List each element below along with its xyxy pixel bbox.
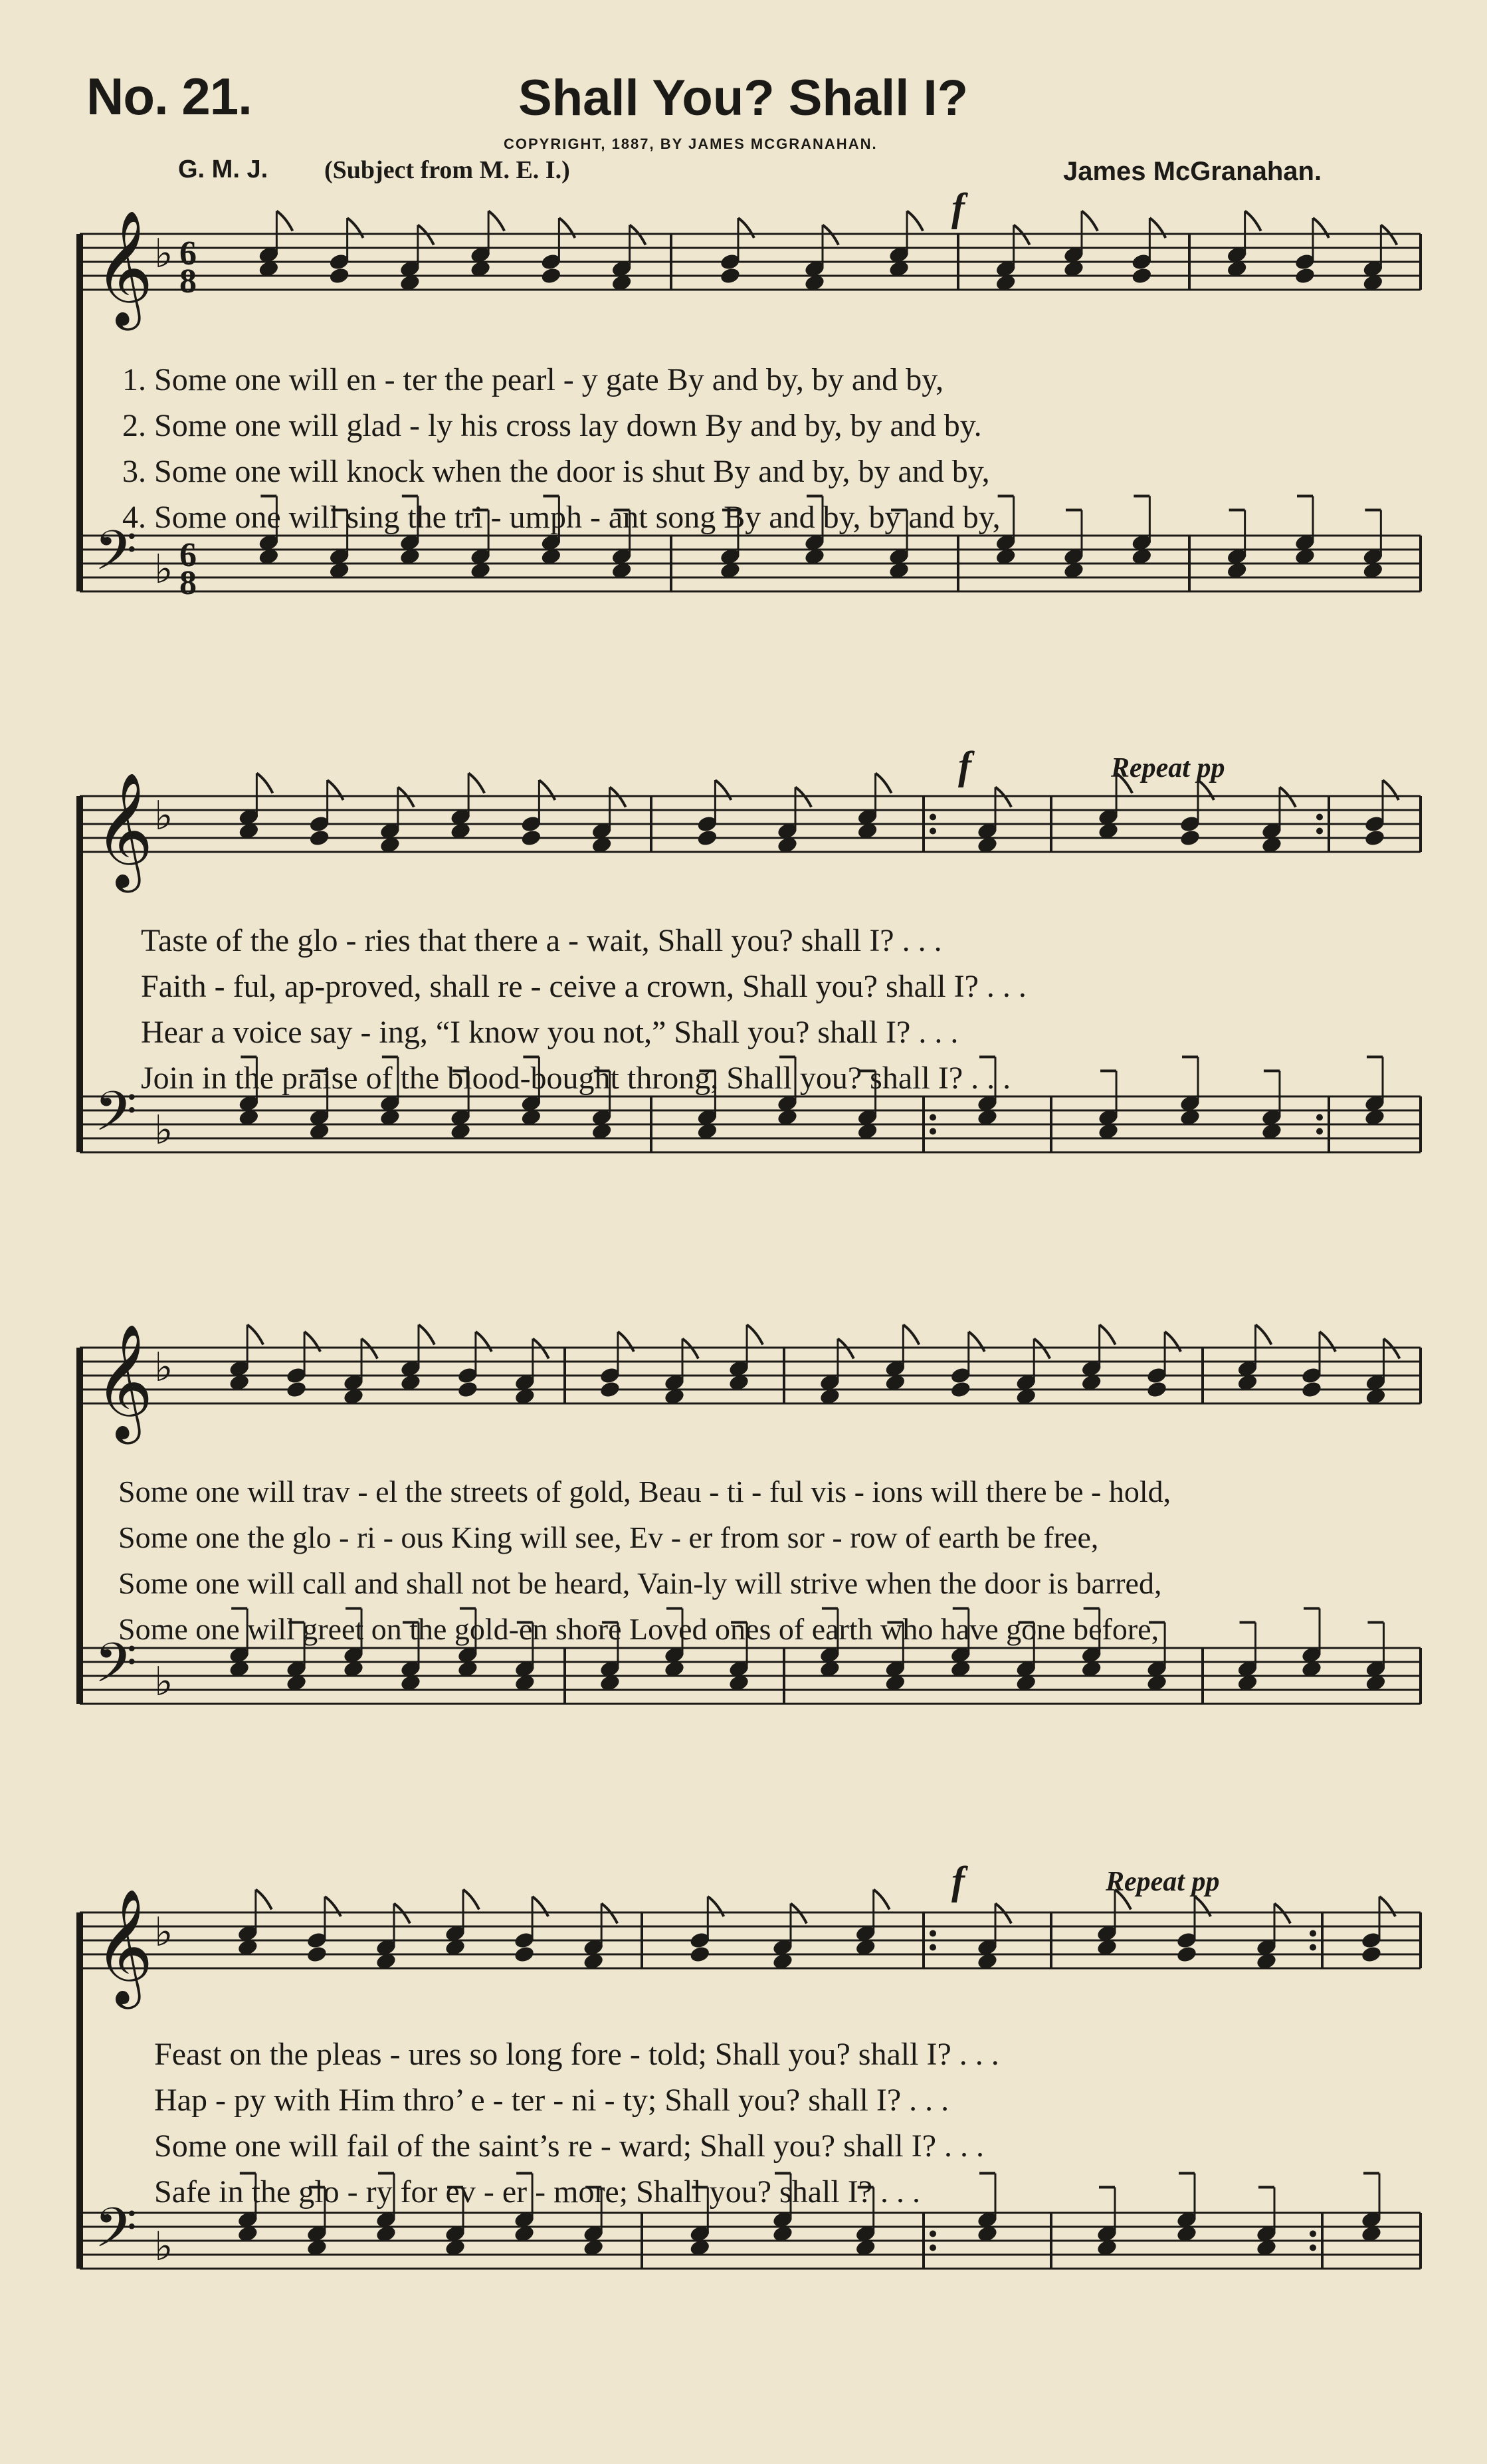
repeat-dot (930, 1930, 936, 1937)
note-flag (874, 1890, 890, 1910)
repeat-marking: Repeat pp (1111, 753, 1225, 783)
time-signature: 8 (179, 564, 197, 602)
time-signature: 6 (179, 536, 197, 574)
note-flag (488, 211, 504, 231)
note-flag (907, 211, 923, 231)
note-head (456, 1380, 478, 1399)
lyric-line: 3. Some one will knock when the door is shut By and by, by and by, (122, 454, 990, 489)
lyric-line: Hap - py with Him thro’ e - ter - ni - ty; Shall you? shall I? . . . (154, 2083, 949, 2118)
note-flag (463, 1890, 479, 1910)
note-flag (1256, 1325, 1272, 1345)
note-flag (419, 1325, 435, 1345)
repeat-dot (930, 2231, 936, 2237)
lyric-line: Some one will call and shall not be heard, Vain-ly will strive when the door is barred, (118, 1566, 1162, 1600)
note-flag (256, 1890, 272, 1910)
note-head (1175, 1945, 1197, 1964)
note-head (1294, 266, 1316, 285)
lyric-line: Taste of the glo - ries that there a - wait, Shall you? shall I? . . . (141, 923, 942, 958)
note-head (599, 1380, 621, 1399)
repeat-dot (930, 828, 936, 835)
repeat-dot (1316, 828, 1323, 835)
lyric-line: Feast on the pleas - ures so long fore - told; Shall you? shall I? . . . (154, 2037, 999, 2072)
note-head (1363, 829, 1385, 847)
note-head (1179, 829, 1201, 847)
note-flag (1245, 211, 1261, 231)
repeat-dot (1310, 1944, 1316, 1951)
note-head (306, 1945, 328, 1964)
lyric-line: 2. Some one will glad - ly his cross lay down By and by, by and by. (122, 408, 982, 443)
note-head (540, 266, 562, 285)
note-head (719, 266, 741, 285)
note-head (1360, 1945, 1382, 1964)
composer-credit: James McGranahan. (1063, 157, 1322, 186)
flat-key-signature: ♭ (154, 793, 173, 839)
repeat-dot (930, 1944, 936, 1951)
flat-key-signature: ♭ (154, 546, 173, 593)
forte-marking: f (958, 744, 971, 787)
repeat-dot (1316, 1114, 1323, 1121)
note-head (696, 829, 718, 847)
bass-clef: 𝄢 (94, 1631, 138, 1708)
note-head (308, 829, 330, 847)
time-signature: 6 (179, 235, 197, 272)
note-flag (468, 773, 484, 793)
subject-credit: (Subject from M. E. I.) (324, 156, 570, 184)
treble-clef: 𝄞 (94, 1324, 153, 1439)
bass-clef: 𝄢 (94, 2196, 138, 2273)
note-head (328, 266, 350, 285)
repeat-dot (930, 814, 936, 821)
flat-key-signature: ♭ (154, 1344, 173, 1391)
copyright-notice: COPYRIGHT, 1887, BY JAMES MCGRANAHAN. (504, 136, 878, 152)
lyric-line: Some one will trav - el the streets of gold, Beau - ti - ful vis - ions will there be - hold, (118, 1475, 1171, 1508)
note-head (949, 1380, 971, 1399)
lyric-line: Some one will fail of the saint’s re - ward; Shall you? shall I? . . . (154, 2128, 985, 2164)
lyric-line: 4. Some one will sing the tri - umph - ant song By and by, by and by, (122, 500, 1001, 535)
note-head (520, 829, 542, 847)
hymn-number: No. 21. (86, 67, 252, 126)
repeat-dot (930, 1114, 936, 1121)
forte-marking: f (951, 185, 965, 229)
lyric-line: Some one the glo - ri - ous King will see, Ev - er from sor - row of earth be free, (118, 1520, 1099, 1554)
lyric-line: 1. Some one will en - ter the pearl - y gate By and by, by and by, (122, 362, 944, 397)
bass-clef: 𝄢 (94, 518, 138, 596)
repeat-dot (1310, 2231, 1316, 2237)
note-flag (903, 1325, 919, 1345)
note-head (1131, 266, 1153, 285)
lyricist-credit: G. M. J. (178, 155, 268, 183)
flat-key-signature: ♭ (154, 231, 173, 277)
repeat-dot (1310, 2245, 1316, 2251)
repeat-dot (1316, 1128, 1323, 1135)
note-head (1300, 1380, 1322, 1399)
note-flag (276, 211, 292, 231)
note-head (689, 1945, 711, 1964)
note-flag (1100, 1325, 1116, 1345)
bass-clef: 𝄢 (94, 1079, 138, 1157)
lyric-line: Safe in the glo - ry for ev - er - more; Shall you? shall I? . . . (154, 2174, 920, 2209)
lyric-line: Faith - ful, ap-proved, shall re - ceive a crown, Shall you? shall I? . . . (141, 969, 1027, 1004)
note-flag (247, 1325, 263, 1345)
lyric-line: Some one will greet on the gold-en shore Loved ones of earth who have gone before, (118, 1612, 1159, 1646)
lyric-line: Join in the praise of the blood-bought throng, Shall you? shall I? . . . (141, 1061, 1011, 1096)
note-head (514, 1945, 536, 1964)
repeat-dot (1310, 1930, 1316, 1937)
treble-clef: 𝄞 (94, 210, 153, 326)
lyric-line: Hear a voice say - ing, “I know you not,” Shall you? shall I? . . . (141, 1015, 959, 1050)
repeat-dot (930, 2245, 936, 2251)
flat-key-signature: ♭ (154, 1909, 173, 1956)
note-head (286, 1380, 308, 1399)
hymn-title: Shall You? Shall I? (518, 70, 969, 126)
repeat-dot (1316, 814, 1323, 821)
treble-clef: 𝄞 (94, 1889, 153, 2004)
repeat-dot (930, 1128, 936, 1135)
flat-key-signature: ♭ (154, 1107, 173, 1154)
flat-key-signature: ♭ (154, 2223, 173, 2270)
note-flag (256, 773, 272, 793)
time-signature: 8 (179, 262, 197, 300)
treble-clef: 𝄞 (94, 772, 153, 888)
forte-marking: f (951, 1859, 965, 1902)
note-flag (1082, 211, 1098, 231)
flat-key-signature: ♭ (154, 1659, 173, 1705)
note-head (1146, 1380, 1168, 1399)
note-flag (747, 1325, 763, 1345)
note-flag (876, 773, 892, 793)
repeat-marking: Repeat pp (1106, 1867, 1220, 1897)
